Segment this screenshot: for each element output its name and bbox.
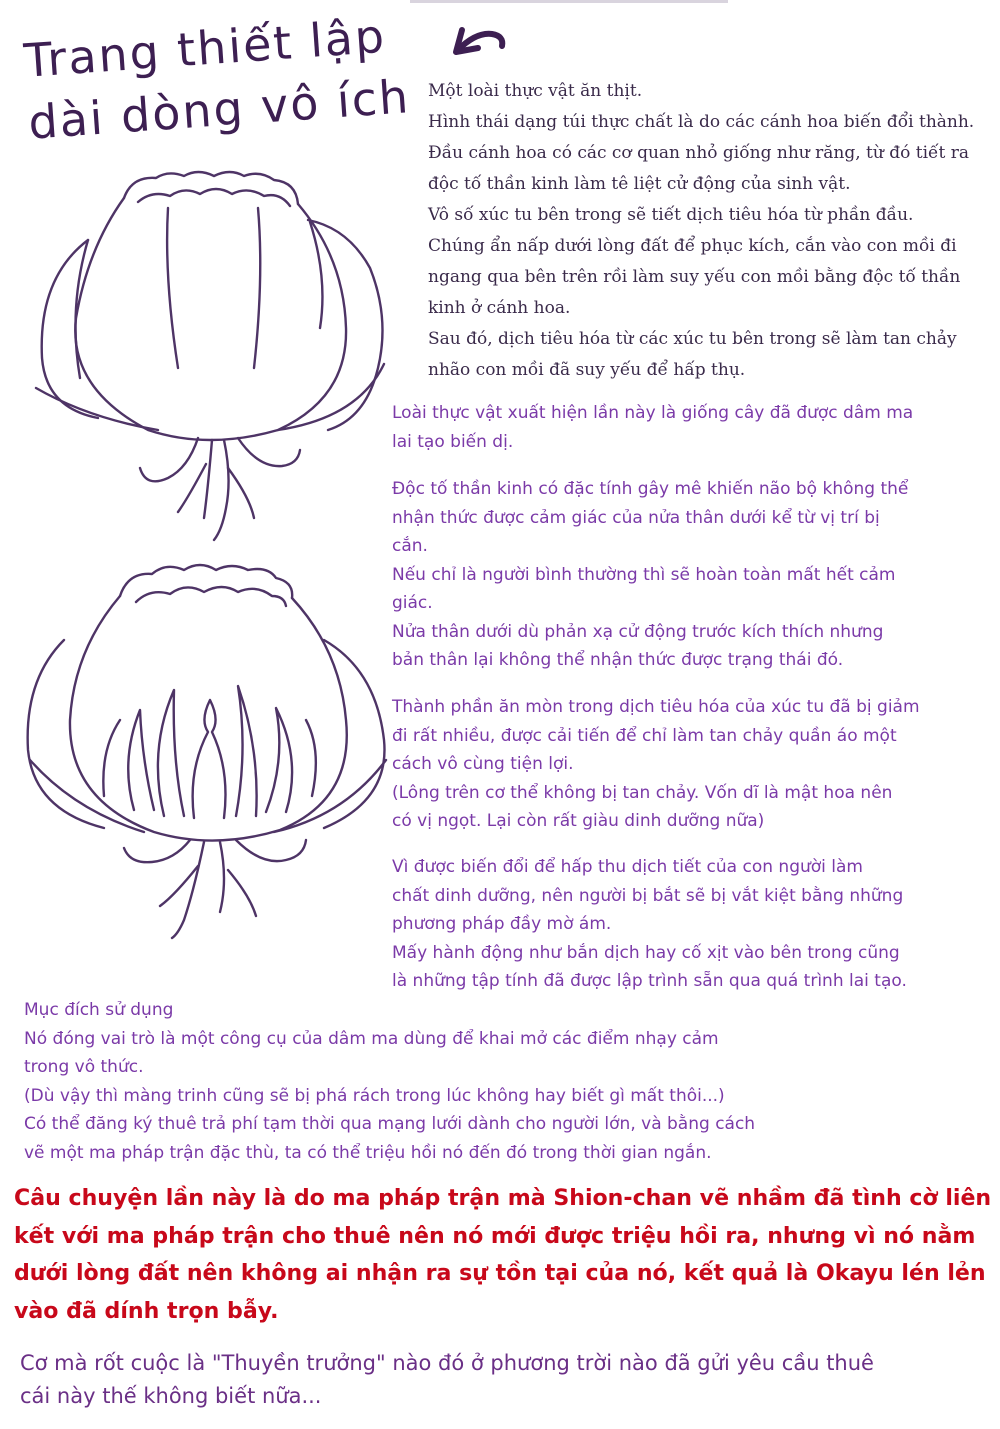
- description-line: Đầu cánh hoa có các cơ quan nhỏ giống như răng, từ đó tiết ra: [428, 143, 969, 163]
- top-edge-bar: [410, 0, 728, 3]
- note-line: Thành phần ăn mòn trong dịch tiêu hóa của xúc tu đã bị giảm: [392, 697, 920, 717]
- purpose-line: vẽ một ma pháp trận đặc thù, ta có thể triệu hồi nó đến đó trong thời gian ngắn.: [24, 1142, 712, 1163]
- note-line: là những tập tính đã được lập trình sẵn qua quá trình lai tạo.: [392, 971, 907, 991]
- story-line: vào đã dính trọn bẫy.: [14, 1297, 279, 1324]
- note-breeding: [392, 399, 913, 456]
- note-line: phương pháp đầy mờ ám.: [392, 914, 612, 934]
- closing-remark: [20, 1347, 874, 1413]
- note-line: Vì được biến đổi để hấp thu dịch tiết của con người làm: [392, 857, 863, 877]
- note-toxin: [392, 475, 908, 675]
- purpose-line: trong vô thức.: [24, 1057, 144, 1077]
- note-line: giác.: [392, 593, 433, 613]
- note-line: chất dinh dưỡng, nên người bị bắt sẽ bị vắt kiệt bằng những: [392, 885, 904, 906]
- plant-description: [428, 76, 974, 386]
- description-line: Sau đó, dịch tiêu hóa từ các xúc tu bên trong sẽ làm tan chảy: [428, 329, 957, 349]
- purpose-heading: Mục đích sử dụng: [24, 1000, 174, 1020]
- closing-line: Cơ mà rốt cuộc là "Thuyền trưởng" nào đó ở phương trời nào đã gửi yêu cầu thuê: [20, 1351, 874, 1375]
- note-line: đi rất nhiều, được cải tiến để chỉ làm tan chảy quần áo một: [392, 725, 897, 746]
- description-line: Hình thái dạng túi thực chất là do các cánh hoa biến đổi thành.: [428, 112, 975, 132]
- note-line: Nếu chỉ là người bình thường thì sẽ hoàn toàn mất hết cảm: [392, 564, 896, 585]
- description-line: Vô số xúc tu bên trong sẽ tiết dịch tiêu hóa từ phần đầu.: [428, 205, 914, 225]
- story-line: dưới lòng đất nên không ai nhận ra sự tồn tại của nó, kết quả là Okayu lén lẻn: [14, 1260, 986, 1286]
- closing-line: cái này thế không biết nữa...: [20, 1384, 322, 1408]
- note-line: bản thân lại không thể nhận thức được trạng thái đó.: [392, 650, 844, 670]
- story-line: kết với ma pháp trận cho thuê nên nó mới được triệu hồi ra, nhưng vì nó nằm: [14, 1222, 976, 1249]
- note-digestion: [392, 693, 920, 836]
- description-line: nhão con mồi đã suy yếu để hấp thụ.: [428, 360, 746, 380]
- story-line: Câu chuyện lần này là do ma pháp trận mà Shion-chan vẽ nhầm đã tình cờ liên: [14, 1185, 992, 1211]
- title-line-2: dài dòng vô ích: [26, 69, 412, 150]
- note-behavior: [392, 853, 907, 996]
- closed-plant-illustration: [28, 168, 398, 560]
- purpose-line: (Dù vậy thì màng trinh cũng sẽ bị phá rách trong lúc không hay biết gì mất thôi...): [24, 1085, 725, 1106]
- note-line: Nửa thân dưới dù phản xạ cử động trước kích thích nhưng: [392, 621, 884, 642]
- note-line: Loài thực vật xuất hiện lần này là giống cây đã được dâm ma: [392, 403, 914, 423]
- note-line: lai tạo biến dị.: [392, 431, 514, 452]
- description-line: ngang qua bên trên rồi làm suy yếu con mồi bằng độc tố thần: [428, 267, 961, 287]
- title-line-1: Trang thiết lập: [22, 8, 388, 88]
- note-line: (Lông trên cơ thể không bị tan chảy. Vốn dĩ là mật hoa nên: [392, 782, 893, 803]
- note-line: có vị ngọt. Lại còn rất giàu dinh dưỡng nữa): [392, 811, 765, 831]
- note-line: cách vô cùng tiện lợi.: [392, 754, 574, 774]
- open-plant-illustration: [24, 560, 394, 945]
- return-arrow-icon: [448, 22, 510, 62]
- page-title: [22, 1, 450, 154]
- note-line: nhận thức được cảm giác của nửa thân dưới kể từ vị trí bị: [392, 507, 880, 528]
- note-line: Mấy hành động như bắn dịch hay cố xịt vào bên trong cũng: [392, 942, 900, 963]
- note-line: Độc tố thần kinh có đặc tính gây mê khiến não bộ không thể: [392, 479, 909, 499]
- purpose-line: Có thể đăng ký thuê trả phí tạm thời qua mạng lưới dành cho người lớn, và bằng cách: [24, 1114, 756, 1134]
- purpose-line: Nó đóng vai trò là một công cụ của dâm ma dùng để khai mở các điểm nhạy cảm: [24, 1028, 719, 1049]
- description-line: Một loài thực vật ăn thịt.: [428, 81, 643, 101]
- story-explanation: [14, 1180, 991, 1330]
- description-line: độc tố thần kinh làm tê liệt cử động của sinh vật.: [428, 174, 851, 194]
- note-line: cắn.: [392, 536, 428, 556]
- usage-purpose: [24, 996, 755, 1167]
- description-line: Chúng ẩn nấp dưới lòng đất để phục kích, cắn vào con mồi đi: [428, 236, 957, 256]
- description-line: kinh ở cánh hoa.: [428, 298, 571, 318]
